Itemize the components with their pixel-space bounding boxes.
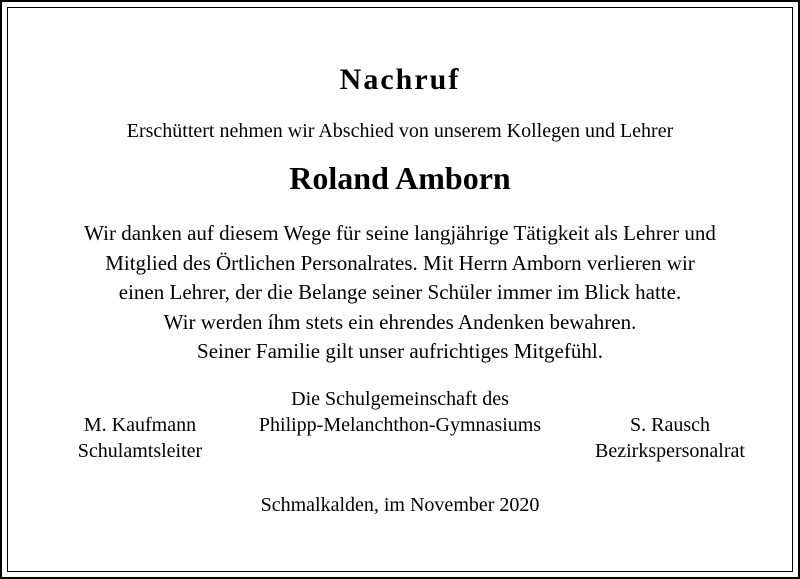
intro-text: Erschüttert nehmen wir Abschied von unserem Kollegen und Lehrer — [126, 120, 674, 142]
signature-school-line2: Philipp-Melanchthon-Gymnasiums — [258, 414, 542, 436]
signature-left — [40, 412, 240, 464]
signature-right-role: Bezirkspersonalrat — [595, 440, 745, 462]
place-date: Schmalkalden, im November 2020 — [260, 494, 540, 516]
signature-right — [570, 412, 770, 464]
tribute-line: Mitglied des Örtlichen Personalrates. Mit Herrn Amborn verlieren wir — [105, 250, 695, 275]
signature-left-role: Schulamtsleiter — [77, 440, 203, 462]
tribute-line: Wir werden íhm stets ein ehrendes Andenken bewahren. — [163, 309, 637, 334]
deceased-name: Roland Amborn — [289, 160, 511, 196]
signature-school-line1: Die Schulgemeinschaft des — [291, 388, 509, 410]
signature-school — [230, 386, 570, 438]
tribute-line: Wir danken auf diesem Wege für seine langjährige Tätigkeit als Lehrer und — [84, 221, 716, 245]
tribute-line: einen Lehrer, der die Belange seiner Schüler immer im Blick hatte. — [118, 280, 682, 304]
signature-left-name: M. Kaufmann — [83, 414, 197, 436]
signature-right-name: S. Rausch — [630, 414, 710, 436]
notice-title: Nachruf — [339, 63, 461, 96]
tribute-text — [0, 219, 800, 367]
tribute-line: Seiner Familie gilt unser aufrichtiges Mitgefühl. — [197, 339, 603, 363]
